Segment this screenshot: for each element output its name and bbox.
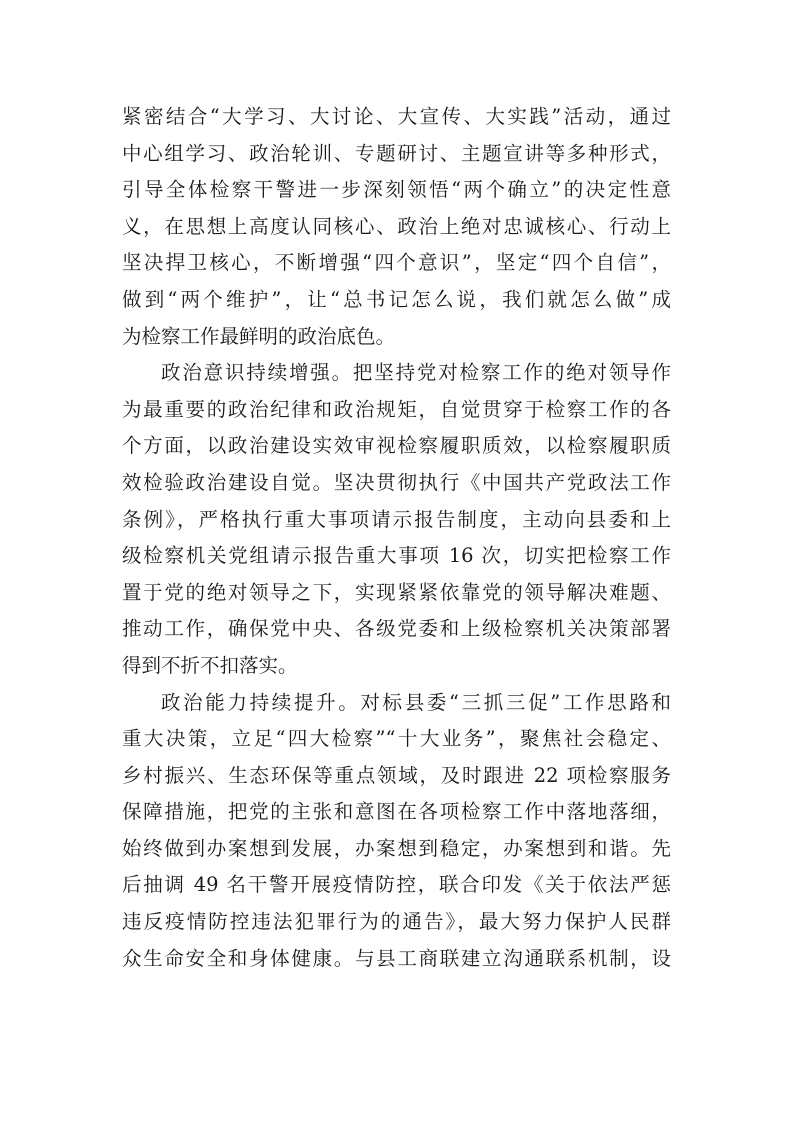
text-line: 重大决策，立足“四大检察”“十大业务”，聚焦社会稳定、 (122, 727, 671, 751)
text-line: 为检察工作最鲜明的政治底色。 (122, 324, 396, 348)
text-line: 条例》，严格执行重大事项请示报告制度，主动向县委和上 (122, 507, 671, 531)
text-line: 义，在思想上高度认同核心、政治上绝对忠诚核心、行动上 (122, 214, 671, 238)
document-body (122, 99, 671, 977)
paragraph-first-line: 政治意识持续增强。把坚持党对检察工作的绝对领导作 (161, 361, 671, 385)
text-line: 紧密结合“大学习、大讨论、大宣传、大实践”活动，通过 (122, 105, 671, 128)
text-line: 始终做到办案想到发展，办案想到稳定，办案想到和谐。先 (122, 836, 671, 860)
text-line: 置于党的绝对领导之下，实现紧紧依靠党的领导解决难题、 (122, 580, 671, 604)
text-line: 众生命安全和身体健康。与县工商联建立沟通联系机制，设 (122, 946, 671, 970)
text-line: 级检察机关党组请示报告重大事项 16 次，切实把检察工作 (122, 544, 671, 568)
text-line: 推动工作，确保党中央、各级党委和上级检察机关决策部署 (122, 617, 671, 641)
text-line: 效检验政治建设自觉。坚决贯彻执行《中国共产党政法工作 (122, 470, 671, 494)
text-line: 得到不折不扣落实。 (122, 653, 298, 677)
text-line: 违反疫情防控违法犯罪行为的通告》，最大努力保护人民群 (122, 910, 671, 934)
text-line: 坚决捍卫核心，不断增强“四个意识”，坚定“四个自信”， (122, 251, 671, 275)
text-line: 引导全体检察干警进一步深刻领悟“两个确立”的决定性意 (122, 178, 671, 202)
text-line: 为最重要的政治纪律和政治规矩，自觉贯穿于检察工作的各 (122, 397, 671, 421)
text-line: 后抽调 49 名干警开展疫情防控，联合印发《关于依法严惩 (122, 873, 671, 897)
text-line: 保障措施，把党的主张和意图在各项检察工作中落地落细， (122, 800, 671, 824)
text-line: 个方面，以政治建设实效审视检察履职质效，以检察履职质 (122, 434, 671, 458)
text-line: 乡村振兴、生态环保等重点领域，及时跟进 22 项检察服务 (122, 763, 671, 787)
text-line: 做到“两个维护”，让“总书记怎么说，我们就怎么做”成 (122, 287, 671, 311)
text-line: 中心组学习、政治轮训、专题研讨、主题宣讲等多种形式， (122, 141, 671, 165)
paragraph-first-line: 政治能力持续提升。对标县委“三抓三促”工作思路和 (161, 690, 671, 714)
